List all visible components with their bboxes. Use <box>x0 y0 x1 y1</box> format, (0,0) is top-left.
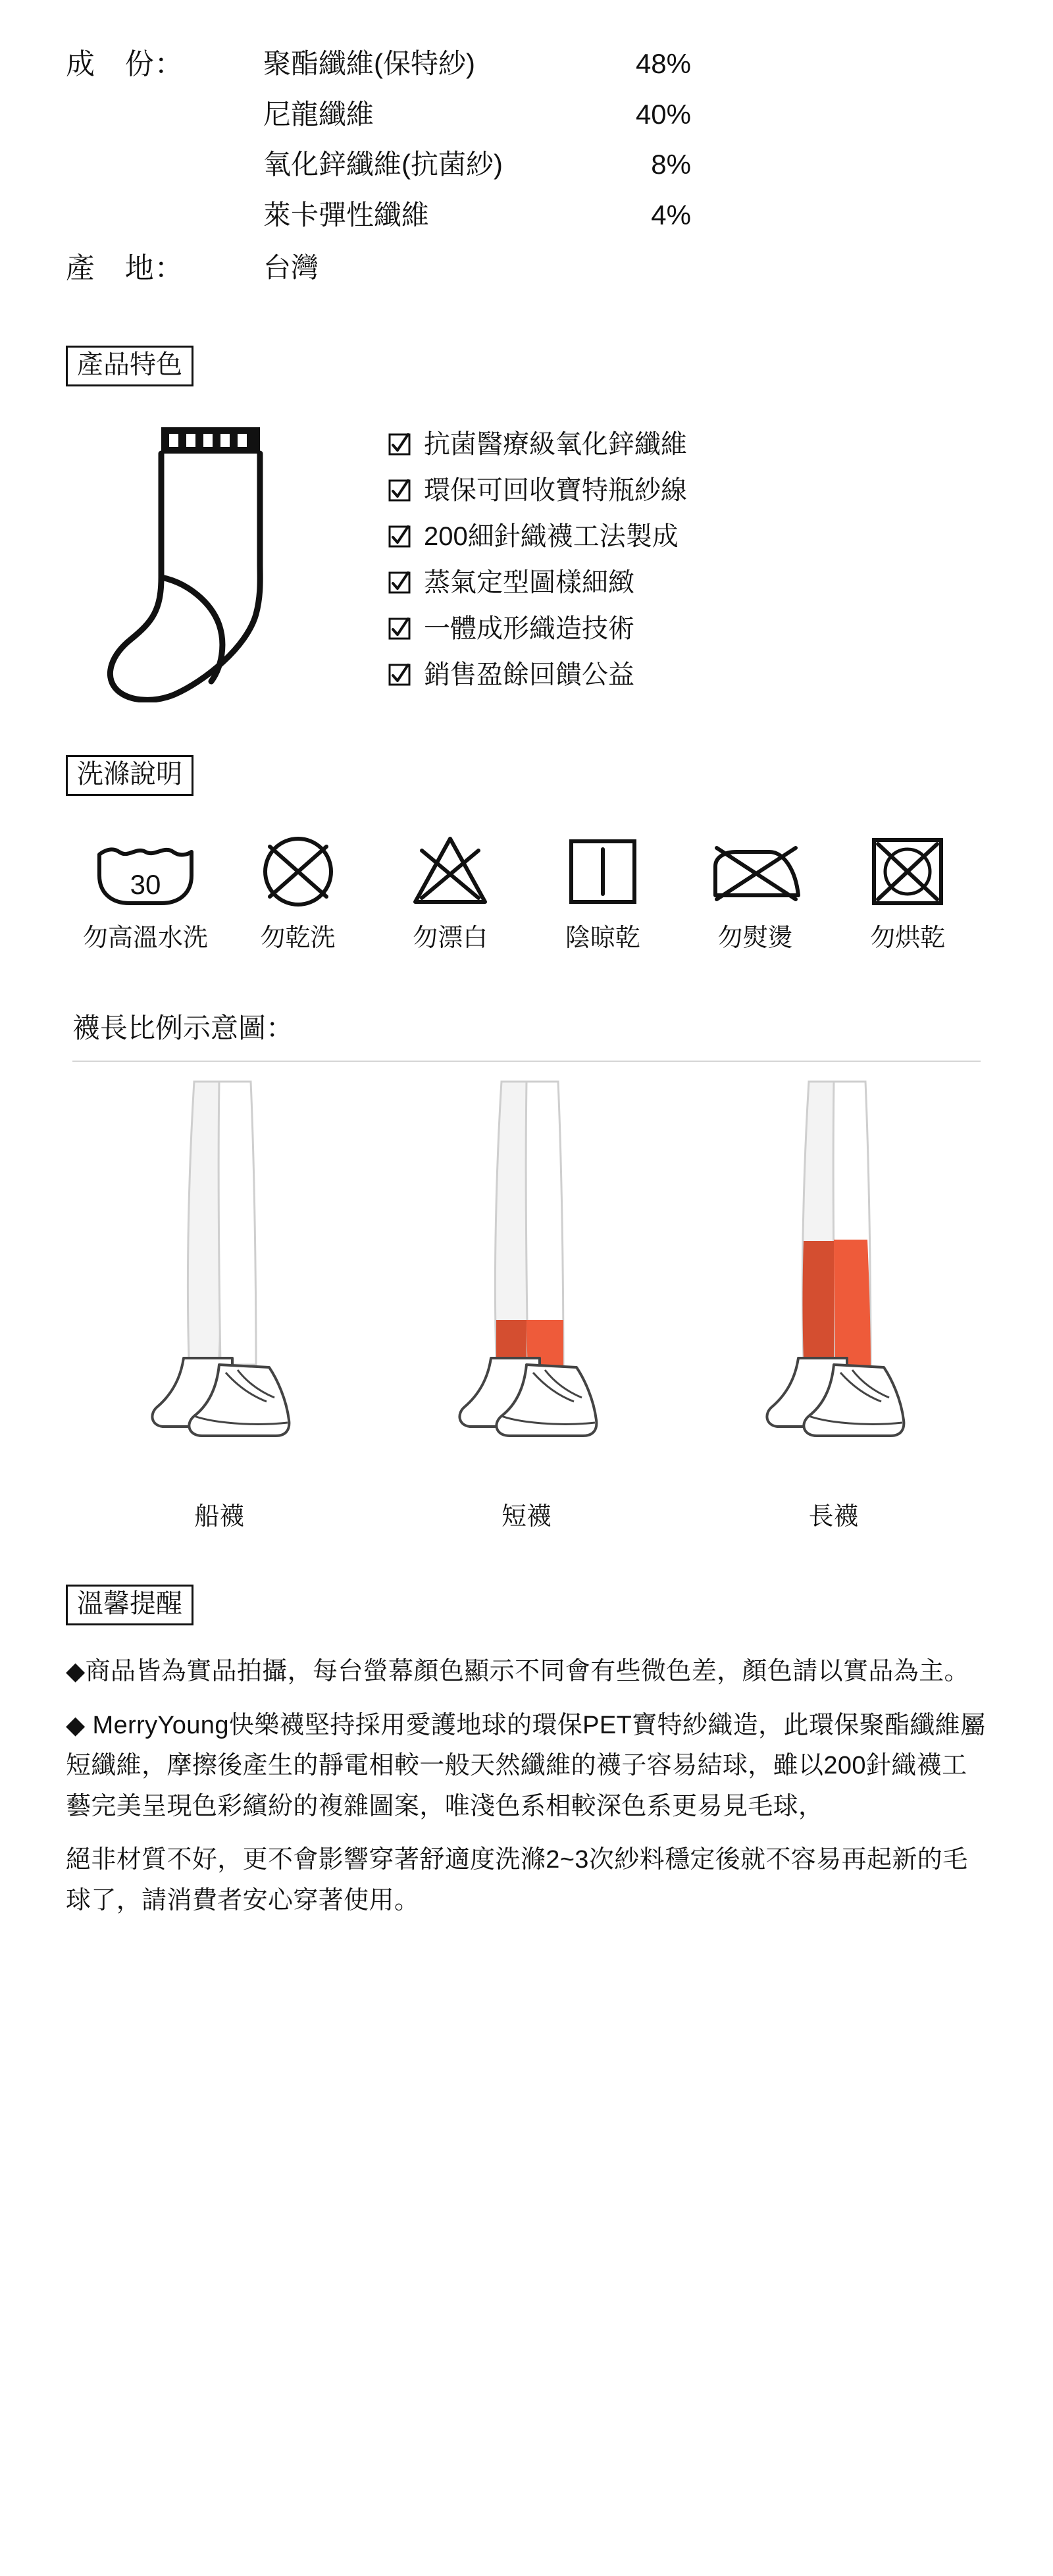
reminder-section <box>66 1585 987 1921</box>
composition-item <box>263 46 987 82</box>
washing-label: 陰晾乾 <box>565 924 640 953</box>
sock-illustration-icon <box>79 413 362 702</box>
origin-row <box>66 250 987 286</box>
composition-item <box>263 147 987 183</box>
check-icon <box>388 571 411 594</box>
specification-block <box>66 46 987 286</box>
reminder-paragraph: 絕非材質不好，更不會影響穿著舒適度洗滌2~3次紗料穩定後就不容易再起新的毛球了，請消費者安心穿著使用。 <box>66 1846 968 1914</box>
check-icon <box>388 618 411 640</box>
leg-ankle-sock-icon <box>428 1075 625 1486</box>
feature-item <box>388 660 987 690</box>
check-icon <box>388 525 411 548</box>
sock-length-item <box>735 1075 933 1532</box>
feature-item <box>388 567 987 598</box>
wash-temperature: 30 <box>130 869 161 901</box>
leg-no-show-sock-icon <box>120 1075 318 1486</box>
feature-item <box>388 429 987 460</box>
composition-values <box>263 46 987 233</box>
feature-label: 銷售盈餘回饋公益 <box>424 660 634 690</box>
check-icon <box>388 433 411 456</box>
composition-item-name: 尼龍纖維 <box>263 98 374 130</box>
features-list <box>388 425 987 690</box>
leg-crew-sock-icon <box>735 1075 933 1486</box>
no-bleach-icon <box>377 829 523 914</box>
sock-length-item <box>428 1075 625 1532</box>
composition-item-name: 聚酯纖維(保特紗) <box>263 48 475 79</box>
reminder-heading: 溫馨提醒 <box>66 1585 193 1625</box>
no-tumble-dry-icon <box>835 829 981 914</box>
washing-section <box>66 755 987 954</box>
features-heading: 產品特色 <box>66 346 193 386</box>
reminder-paragraph: ◆ MerryYoung快樂襪堅持採用愛護地球的環保PET寶特紗織造，此環保聚酯纖維屬短纖維，摩擦後產生的靜電相較一般天然纖維的襪子容易結球，雖以200針織襪工藝完美呈現色彩繽紛的複雜圖案，唯淺色系相較深色系更易見毛球， <box>66 1711 986 1820</box>
washing-icons-row <box>66 822 987 954</box>
features-section <box>66 346 987 702</box>
washing-label: 勿漂白 <box>413 924 488 953</box>
wash-tub-30-icon <box>72 829 218 914</box>
composition-label: 成 份： <box>66 48 184 80</box>
feature-item <box>388 521 987 552</box>
sock-length-label: 短襪 <box>501 1502 552 1531</box>
washing-heading: 洗滌說明 <box>66 755 193 796</box>
features-content <box>66 413 987 702</box>
washing-item <box>835 829 981 954</box>
feature-item <box>388 475 987 506</box>
line-dry-shade-icon <box>530 829 676 914</box>
sock-length-item <box>120 1075 318 1532</box>
no-iron-icon <box>682 829 829 914</box>
check-icon <box>388 479 411 502</box>
composition-item <box>263 197 987 234</box>
feature-label: 一體成形織造技術 <box>424 614 634 644</box>
no-dry-clean-icon <box>225 829 371 914</box>
sock-length-section <box>66 1007 987 1532</box>
composition-item-percent: 48% <box>635 48 691 79</box>
feature-label: 抗菌醫療級氧化鋅纖維 <box>424 430 687 460</box>
washing-item <box>530 829 676 954</box>
feature-label: 環保可回收寶特瓶紗線 <box>424 476 687 506</box>
reminder-paragraph: ◆商品皆為實品拍攝，每台螢幕顏色顯示不同會有些微色差，顏色請以實品為主。 <box>66 1657 969 1685</box>
washing-item <box>225 829 371 954</box>
sock-length-label: 船襪 <box>194 1502 245 1531</box>
sock-length-diagram <box>66 1062 987 1532</box>
sock-length-label: 長襪 <box>808 1502 859 1531</box>
origin-value: 台灣 <box>263 252 319 284</box>
washing-label: 勿烘乾 <box>870 924 946 953</box>
feature-item <box>388 614 987 644</box>
origin-label: 產 地： <box>66 252 184 285</box>
feature-label: 蒸氣定型圖樣細緻 <box>424 568 634 598</box>
composition-row <box>66 46 987 233</box>
washing-label: 勿乾洗 <box>260 924 336 953</box>
composition-item <box>263 97 987 133</box>
composition-item-percent: 8% <box>651 149 691 180</box>
washing-item <box>72 829 218 954</box>
reminder-body <box>66 1652 987 1921</box>
composition-item-name: 萊卡彈性纖維 <box>263 199 430 230</box>
sock-length-title: 襪長比例示意圖： <box>72 1012 294 1043</box>
composition-item-percent: 40% <box>635 98 691 130</box>
washing-label: 勿熨燙 <box>717 924 793 953</box>
check-icon <box>388 664 411 686</box>
composition-item-name: 氧化鋅纖維(抗菌紗) <box>263 149 503 180</box>
washing-item <box>377 829 523 954</box>
composition-item-percent: 4% <box>651 199 691 230</box>
washing-item <box>682 829 829 954</box>
washing-label: 勿高溫水洗 <box>82 924 208 953</box>
feature-label: 200細針織襪工法製成 <box>424 522 679 552</box>
